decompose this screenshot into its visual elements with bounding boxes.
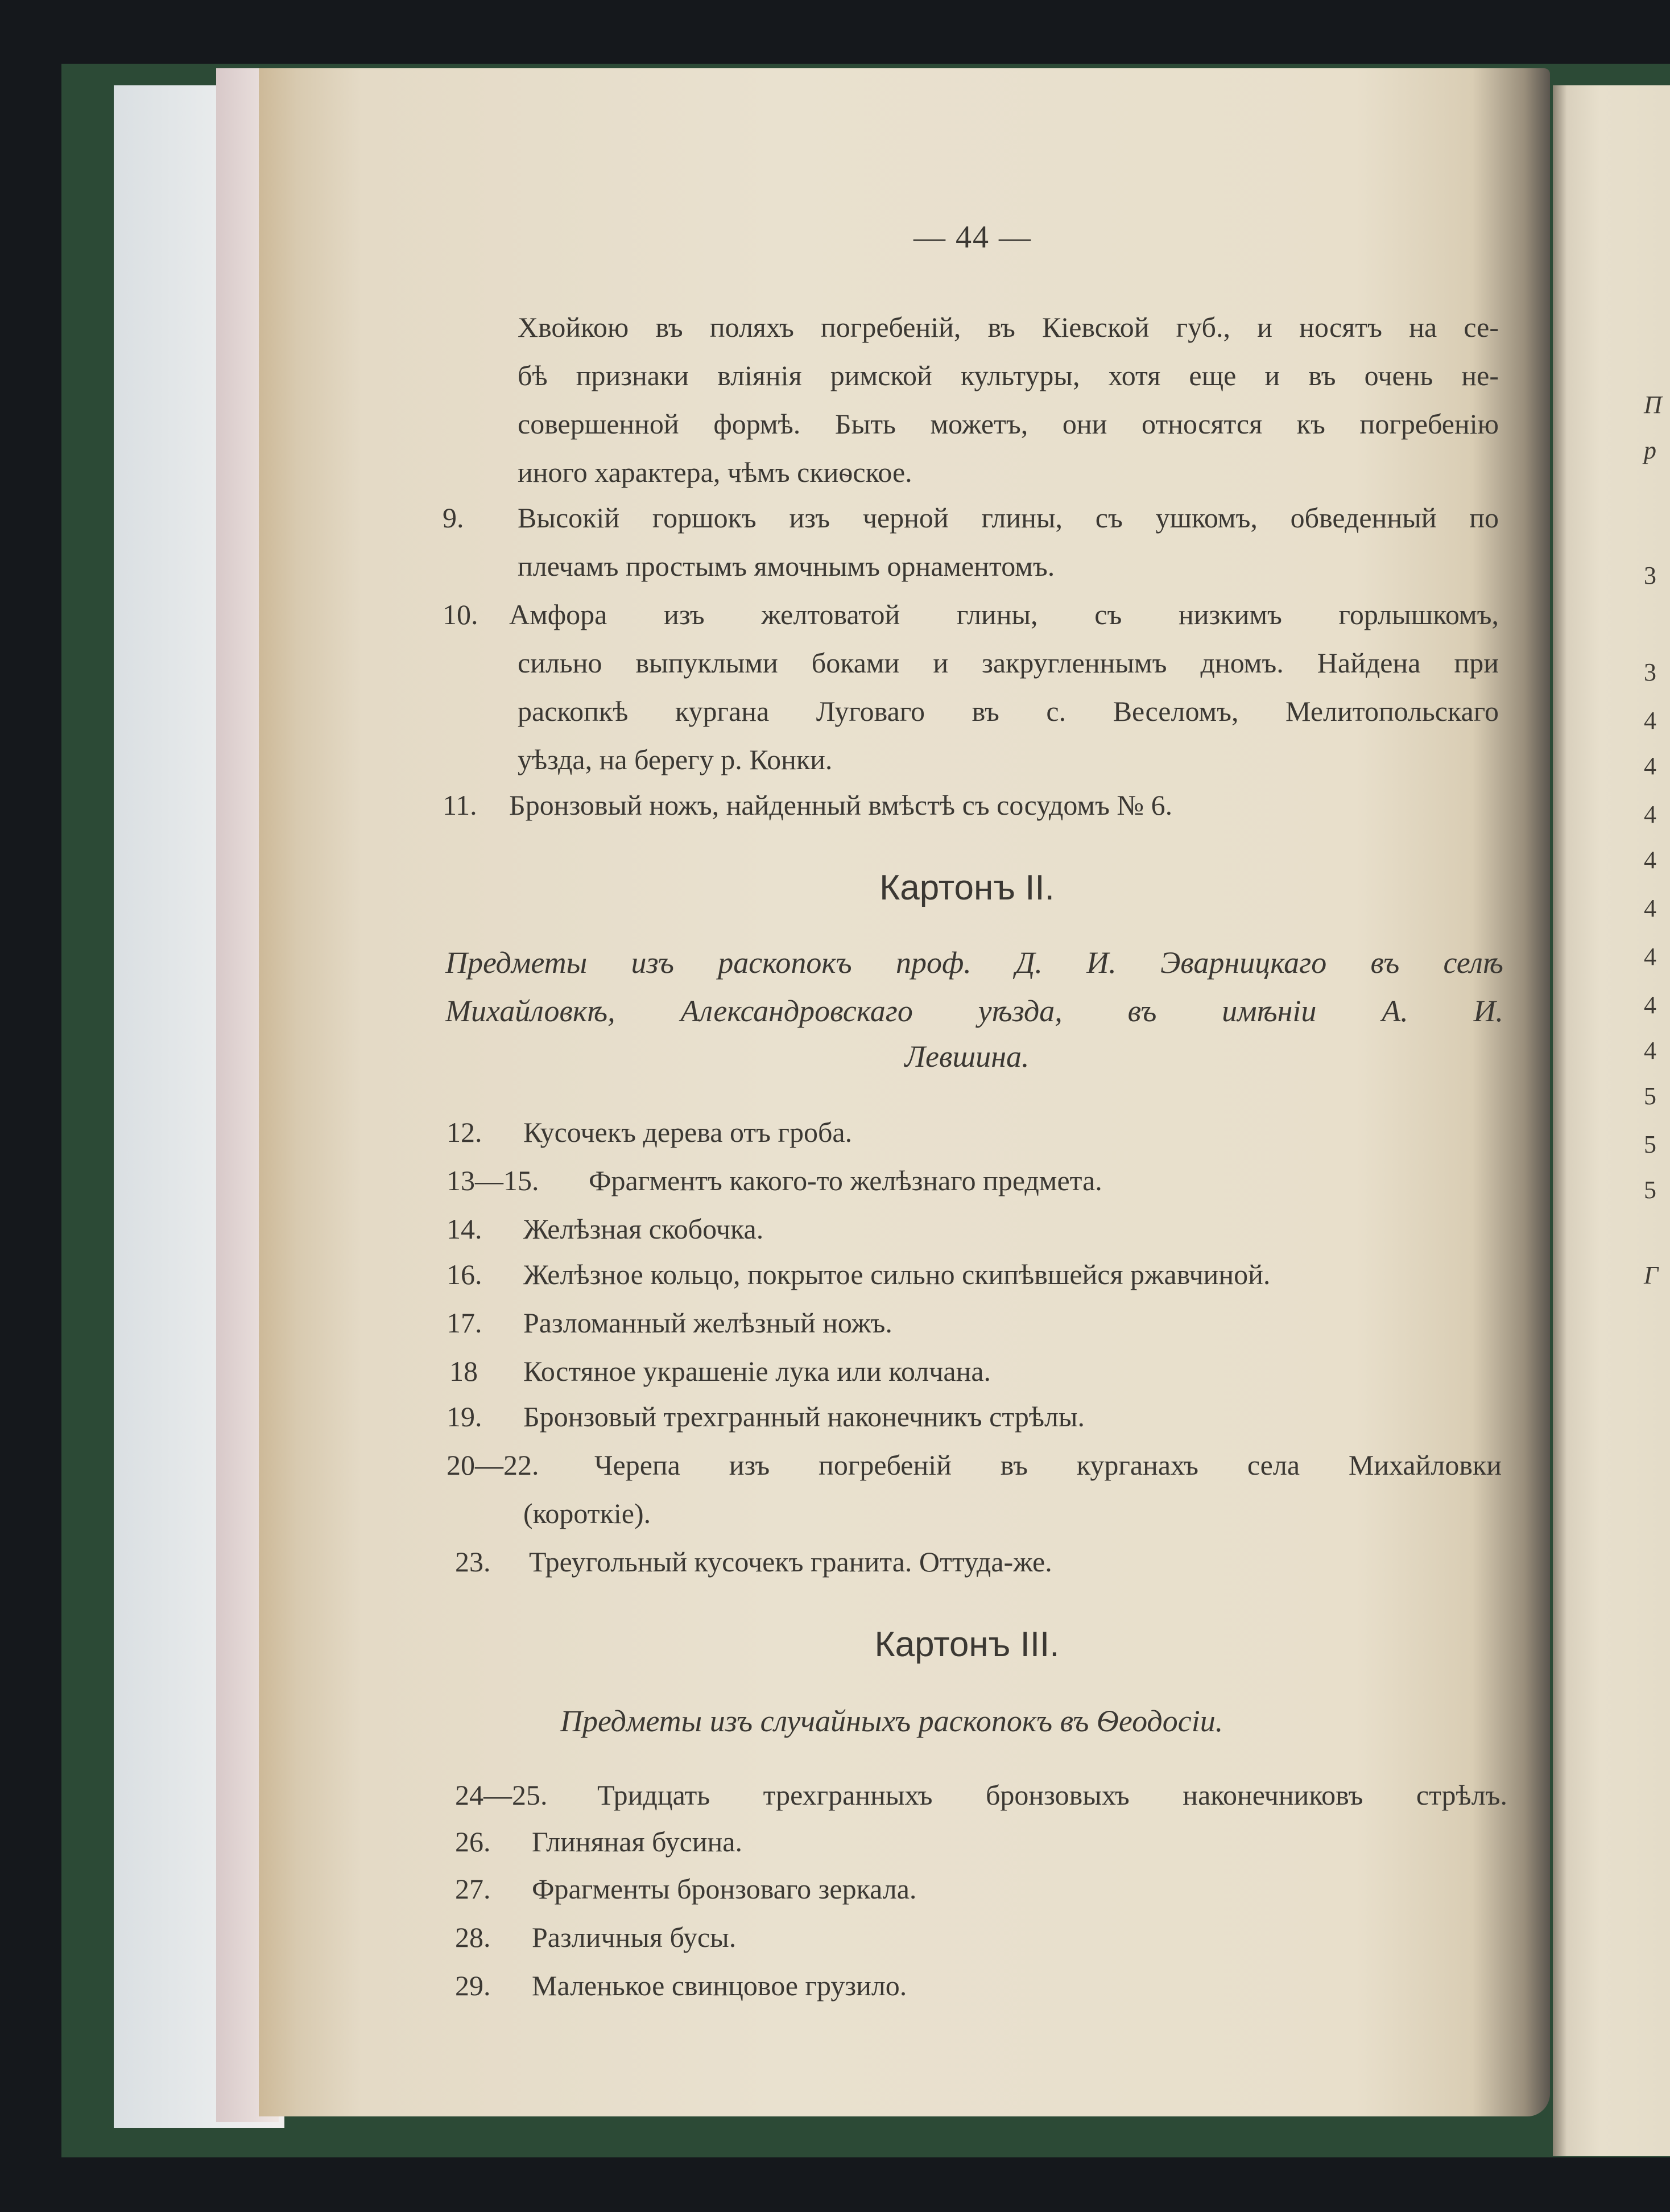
item-number: 17. [447,1307,482,1339]
intro-line: Хвойкою въ поляхъ погребеній, въ Кіевской губ., и носятъ на се- [518,311,1499,343]
facing-fragment: Г [1644,1261,1659,1289]
facing-fragment: 4 [1644,752,1656,780]
section-subtitle: Предметы изъ раскопокъ проф. Д. И. Эварницкаго въ селѣ [445,946,1503,980]
section-subtitle: Левшина. [904,1039,1030,1074]
facing-fragment: П [1644,391,1662,419]
intro-line: совершенной формѣ. Быть можетъ, они относятся къ погребенію [518,408,1499,440]
facing-fragment: 4 [1644,707,1656,734]
item-number: 26. [455,1826,491,1858]
item-text: Черепа изъ погребеній въ курганахъ села Михайловки [594,1449,1502,1481]
item-text: Тридцать трехгранныхъ бронзовыхъ наконечниковъ стрѣлъ. [597,1779,1507,1811]
item-text: плечамъ простымъ ямочнымъ орнаментомъ. [518,550,1055,582]
facing-fragment: 5 [1644,1082,1656,1110]
item-text: Высокій горшокъ изъ черной глины, съ ушкомъ, обведенный по [518,502,1499,534]
facing-fragment: 5 [1644,1176,1656,1204]
section-heading: Картонъ II. [879,868,1055,907]
item-number: 23. [455,1546,491,1578]
facing-fragment: 4 [1644,846,1656,874]
item-number: 12. [447,1116,482,1148]
facing-fragment: 4 [1644,800,1656,828]
item-text: Бронзовый трехгранный наконечникъ стрѣлы. [523,1401,1085,1433]
facing-fragment: 3 [1644,658,1656,686]
facing-fragment: 5 [1644,1130,1656,1158]
item-number: 9. [443,502,464,534]
item-number: 19. [447,1401,482,1433]
facing-fragment: 4 [1644,943,1656,971]
facing-fragment: 3 [1644,562,1656,589]
item-number: 18 [449,1355,478,1387]
item-text: Фрагментъ какого-то желѣзнаго предмета. [589,1165,1102,1196]
item-text: уѣзда, на берегу р. Конки. [518,744,833,775]
item-text: раскопкѣ кургана Луговаго въ с. Веселомъ, Мелитопольскаго [518,695,1499,727]
item-text: (короткіе). [523,1497,651,1529]
item-number: 10. [443,599,478,630]
section-subtitle: Предметы изъ случайныхъ раскопокъ въ Ѳеодосіи. [560,1704,1223,1738]
item-number: 27. [455,1873,491,1905]
item-text: сильно выпуклыми боками и закругленнымъ дномъ. Найдена при [518,647,1499,679]
item-text: Фрагменты бронзоваго зеркала. [532,1873,917,1905]
item-text: Глиняная бусина. [532,1826,742,1858]
item-number: 11. [443,789,477,821]
section-subtitle: Михайловкѣ, Александровскаго уѣзда, въ имѣніи А. И. [445,994,1503,1028]
item-text: Разломанный желѣзный ножъ. [523,1307,892,1339]
item-text: Бронзовый ножъ, найденный вмѣстѣ съ сосудомъ № 6. [509,789,1173,821]
item-text: Треугольный кусочекъ гранита. Оттуда-же. [529,1546,1052,1578]
item-text: Желѣзное кольцо, покрытое сильно скипѣвшейся ржавчиной. [523,1258,1271,1290]
intro-line: бѣ признаки вліянія римской культуры, хотя еще и въ очень не- [518,360,1499,391]
intro-line: иного характера, чѣмъ скиѳское. [518,456,912,488]
item-number: 14. [447,1213,482,1245]
item-text: Амфора изъ желтоватой глины, съ низкимъ горлышкомъ, [509,599,1499,630]
item-text: Маленькое свинцовое грузило. [532,1970,907,2001]
item-number: 24—25. [455,1779,548,1811]
item-number: 20—22. [447,1449,539,1481]
facing-fragment: 4 [1644,1037,1656,1064]
item-text: Кусочекъ дерева отъ гроба. [523,1116,853,1148]
item-text: Различныя бусы. [532,1921,737,1953]
item-number: 16. [447,1258,482,1290]
facing-fragment: р [1644,436,1656,464]
item-number: 29. [455,1970,491,2001]
facing-fragment: 4 [1644,991,1656,1019]
page-number: — 44 — [913,220,1032,255]
item-text: Желѣзная скобочка. [523,1213,764,1245]
item-text: Костяное украшеніе лука или колчана. [523,1355,991,1387]
item-number: 13—15. [447,1165,539,1196]
facing-fragment: 4 [1644,894,1656,922]
section-heading: Картонъ III. [874,1625,1060,1664]
item-number: 28. [455,1921,491,1953]
